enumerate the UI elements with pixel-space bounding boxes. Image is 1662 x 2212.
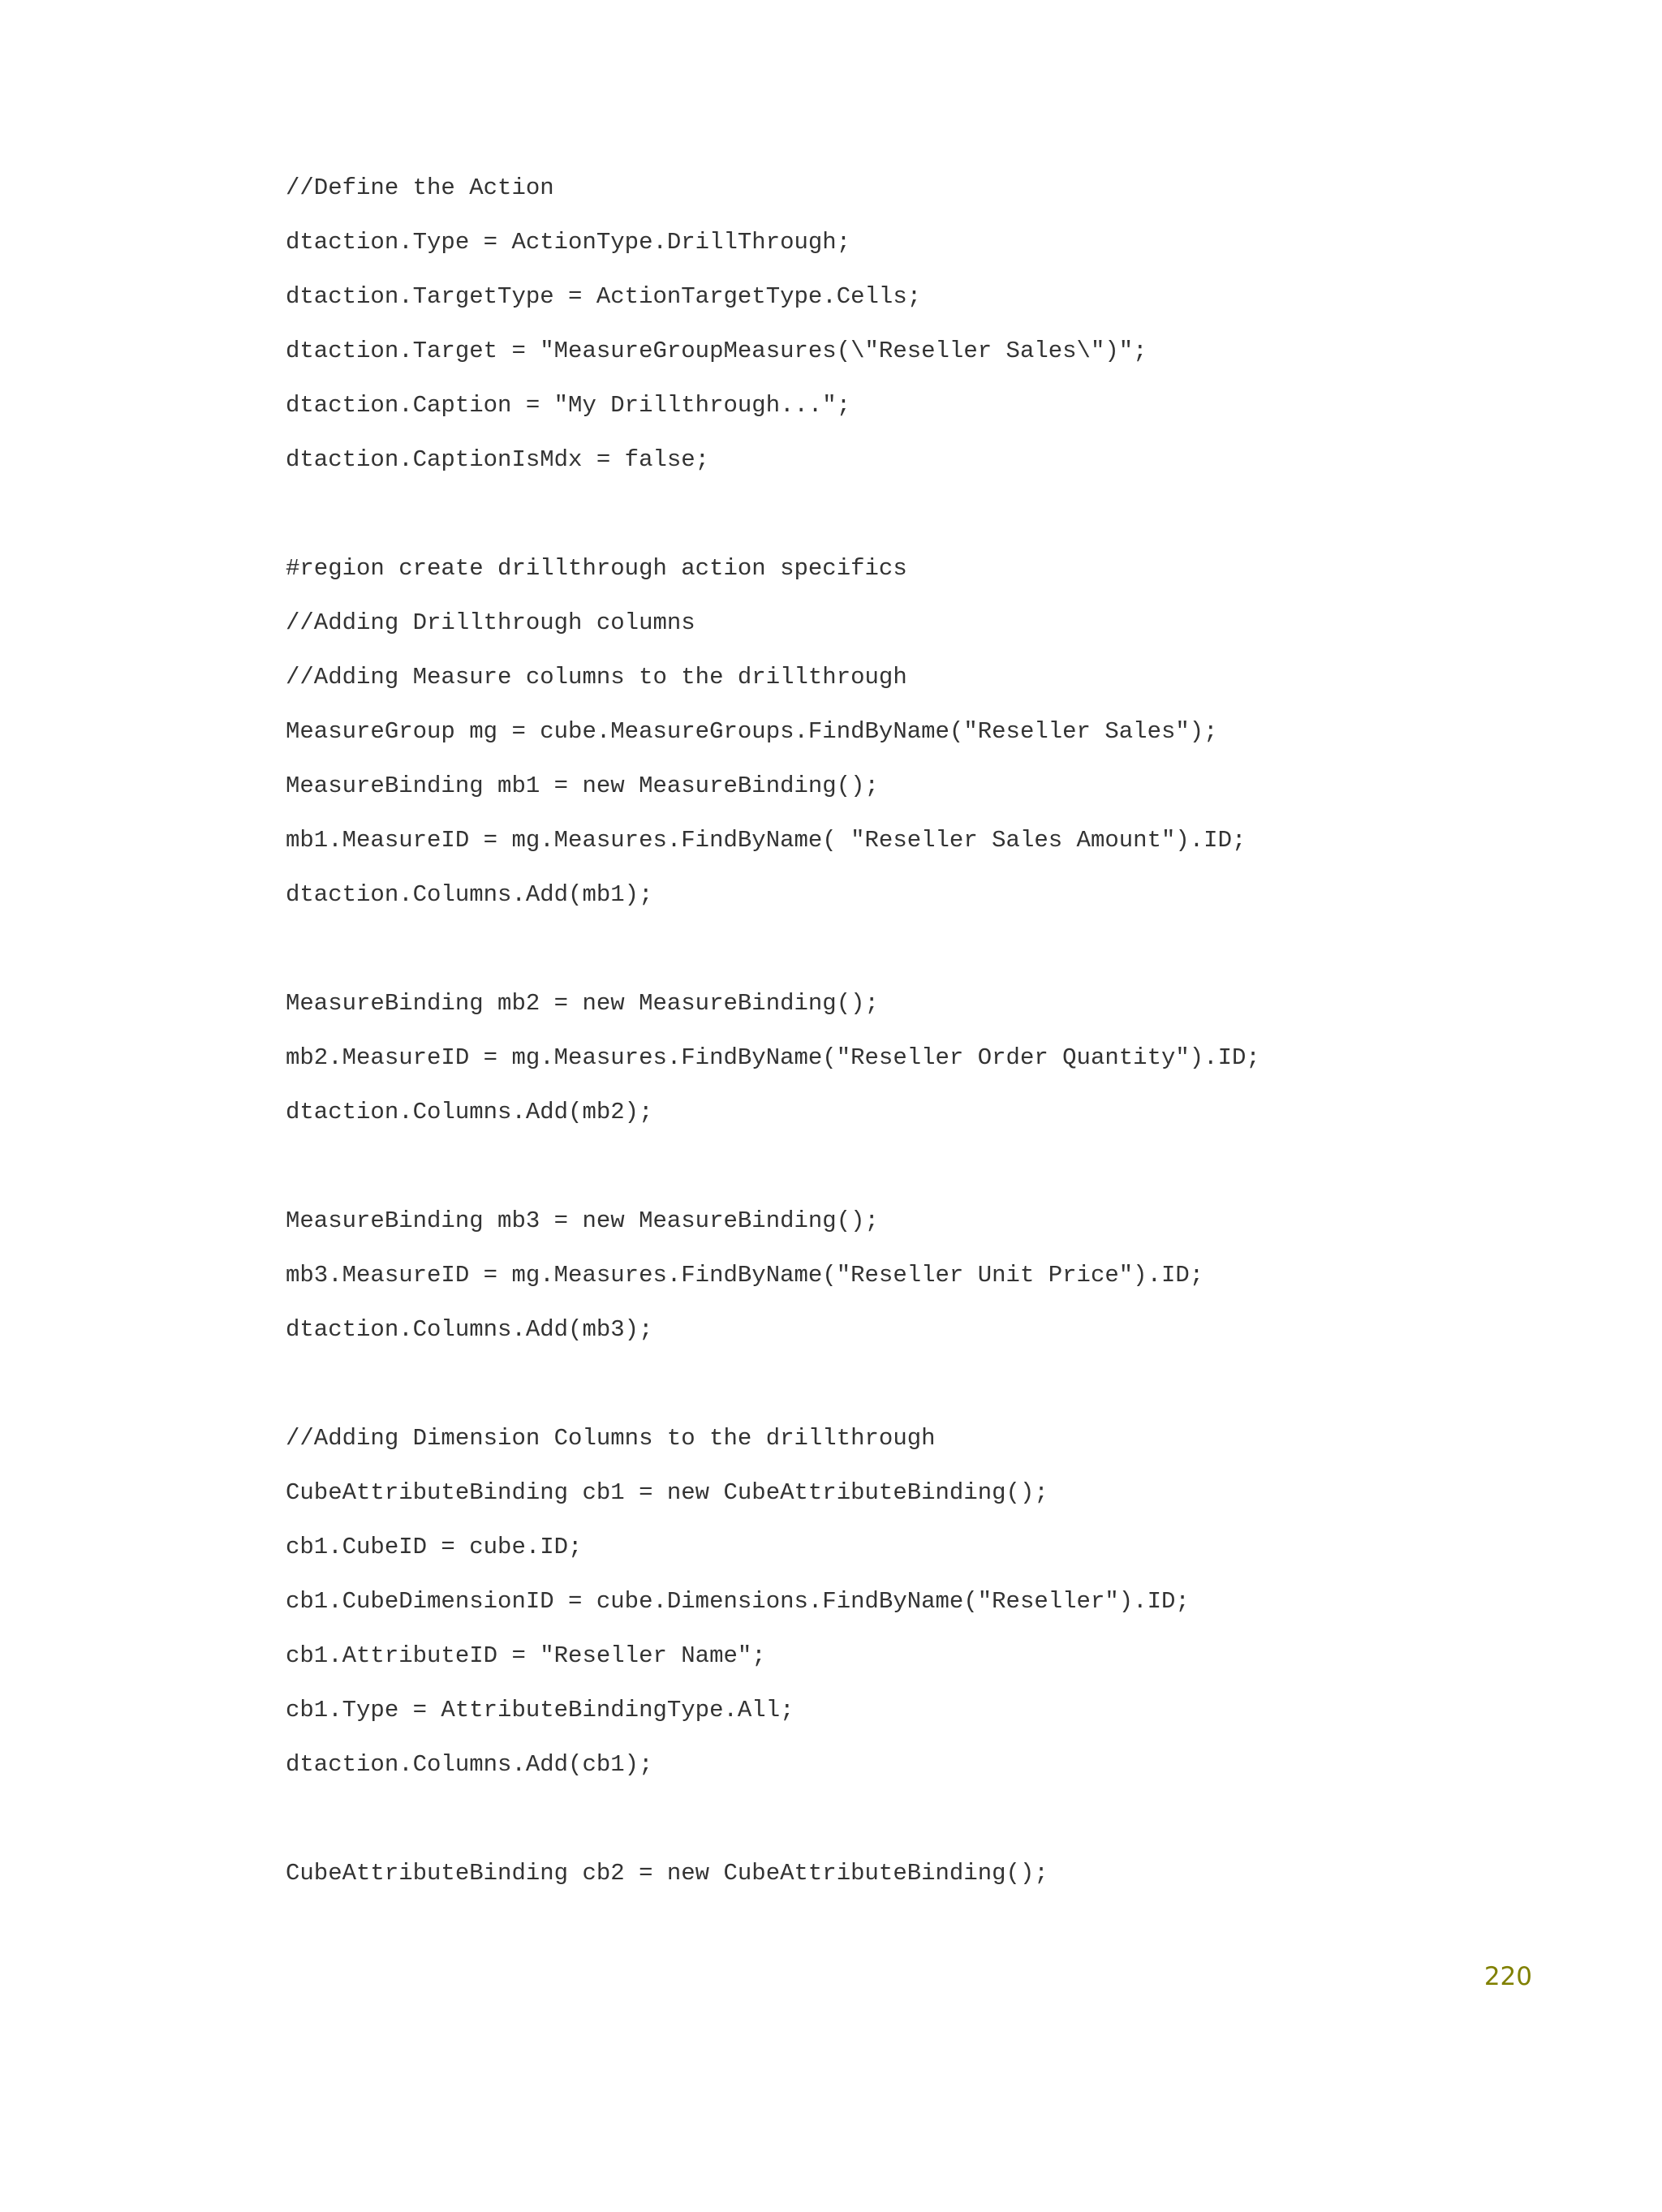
code-line: cb1.CubeID = cube.ID; [286,1534,583,1560]
code-line: cb1.Type = AttributeBindingType.All; [286,1697,794,1724]
code-line: dtaction.Columns.Add(mb1); [286,881,653,908]
code-line: cb1.CubeDimensionID = cube.Dimensions.FindByName("Reseller").ID; [286,1588,1190,1615]
code-line: MeasureBinding mb1 = new MeasureBinding(); [286,772,879,799]
code-line: MeasureBinding mb2 = new MeasureBinding(); [286,990,879,1017]
code-line: mb1.MeasureID = mg.Measures.FindByName( "Reseller Sales Amount").ID; [286,827,1246,854]
code-line: dtaction.Columns.Add(mb2); [286,1099,653,1125]
code-line: CubeAttributeBinding cb2 = new CubeAttributeBinding(); [286,1860,1048,1887]
code-line: cb1.AttributeID = "Reseller Name"; [286,1642,766,1669]
code-line-blank [286,1366,1503,1421]
code-line: dtaction.TargetType = ActionTargetType.Cells; [286,283,922,310]
code-line-blank [286,497,1503,551]
code-line: //Adding Drillthrough columns [286,609,695,636]
code-line: MeasureBinding mb3 = new MeasureBinding(); [286,1207,879,1234]
code-line: dtaction.Type = ActionType.DrillThrough; [286,229,851,256]
code-line-blank [286,1149,1503,1203]
code-line: //Adding Dimension Columns to the drillthrough [286,1425,936,1452]
code-line: mb3.MeasureID = mg.Measures.FindByName("Reseller Unit Price").ID; [286,1262,1204,1289]
code-line-blank [286,932,1503,986]
code-line: #region create drillthrough action specifics [286,555,907,582]
code-line: dtaction.Caption = "My Drillthrough..."; [286,392,851,419]
code-line: MeasureGroup mg = cube.MeasureGroups.FindByName("Reseller Sales"); [286,718,1218,745]
code-line: dtaction.Columns.Add(mb3); [286,1316,653,1343]
code-line: dtaction.Target = "MeasureGroupMeasures(\"Reseller Sales\")"; [286,338,1147,364]
code-line: mb2.MeasureID = mg.Measures.FindByName("Reseller Order Quantity").ID; [286,1044,1260,1071]
code-line: dtaction.CaptionIsMdx = false; [286,446,710,473]
code-line: //Define the Action [286,174,554,201]
code-line: //Adding Measure columns to the drillthrough [286,664,907,691]
code-block [286,170,1503,1910]
code-line: dtaction.Columns.Add(cb1); [286,1751,653,1778]
code-line-blank [286,1801,1503,1856]
code-line: CubeAttributeBinding cb1 = new CubeAttributeBinding(); [286,1479,1048,1506]
page-number: 220 [1483,1962,1532,1991]
